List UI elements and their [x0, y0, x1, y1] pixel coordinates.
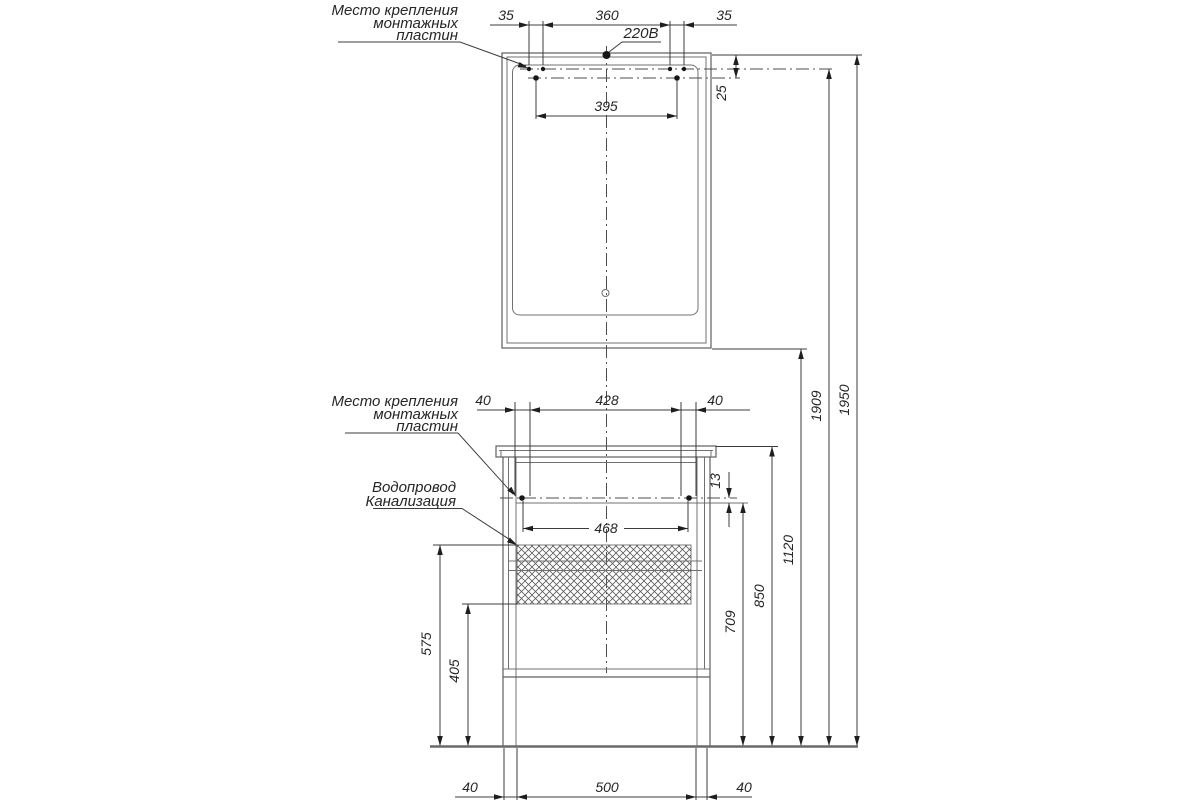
water-sewer-callout: [366, 479, 518, 545]
dim-bottom-row: [455, 748, 752, 800]
mounting-point: [668, 67, 672, 71]
vanity-mounting-row: [500, 495, 737, 501]
plumbing-zone-hatch: [517, 545, 691, 604]
dim-360: 360: [595, 7, 619, 23]
dim-405: [446, 604, 518, 746]
dim-13: [707, 472, 732, 527]
dim-13-label: 13: [707, 473, 723, 489]
dim-468-label: 468: [594, 520, 618, 536]
mounting-point: [533, 75, 539, 81]
dim-1909-label: 1909: [808, 390, 824, 422]
mirror-mount-label-line2: монтажных: [373, 15, 458, 32]
dim-428: 428: [595, 392, 619, 408]
sensor-switch-circle: [602, 290, 609, 297]
dim-top-row: [490, 7, 737, 65]
vanity-cabinet: [496, 446, 748, 746]
mounting-point: [519, 495, 525, 501]
sewage-label: Канализация: [365, 493, 456, 510]
dim-40-bottom-left: 40: [462, 779, 478, 795]
mounting-point: [527, 67, 531, 71]
vanity-mount-label-line3: пластин: [396, 418, 458, 435]
dim-575-label: 575: [418, 632, 434, 656]
dim-500: 500: [595, 779, 619, 795]
mirror-mount-label-line1: Место крепления: [331, 2, 458, 19]
power-label: 220В: [623, 25, 659, 42]
mounting-point: [686, 495, 692, 501]
mounting-point: [541, 67, 545, 71]
dim-468: [523, 501, 688, 536]
dim-1909: [808, 69, 832, 746]
vanity-mount-label-line2: монтажных: [373, 406, 458, 423]
mirror-mounting-rows: [520, 67, 833, 81]
dim-850-label: 850: [751, 584, 767, 608]
dim-40-left: 40: [475, 392, 491, 408]
dim-395-label: 395: [594, 98, 618, 114]
dim-709: [722, 503, 746, 746]
power-outlet-callout: [603, 25, 662, 59]
dim-35-left: 35: [498, 7, 514, 23]
mounting-point: [674, 75, 680, 81]
vanity-mount-label-line1: Место крепления: [331, 393, 458, 410]
dim-1950-label: 1950: [836, 384, 852, 416]
dim-1950: [712, 55, 862, 746]
dim-40-bottom-right: 40: [736, 779, 752, 795]
dim-25-label: 25: [713, 85, 729, 101]
dim-405-label: 405: [446, 659, 462, 683]
mounting-point: [682, 67, 686, 71]
dim-850: [716, 447, 778, 747]
dim-35-right: 35: [716, 7, 732, 23]
mirror-mount-label-line3: пластин: [396, 27, 458, 44]
dim-709-label: 709: [722, 610, 738, 634]
water-supply-label: Водопровод: [371, 479, 456, 496]
dim-40-right: 40: [707, 392, 723, 408]
dim-1120-label: 1120: [780, 534, 796, 566]
dim-1120: [712, 349, 807, 746]
